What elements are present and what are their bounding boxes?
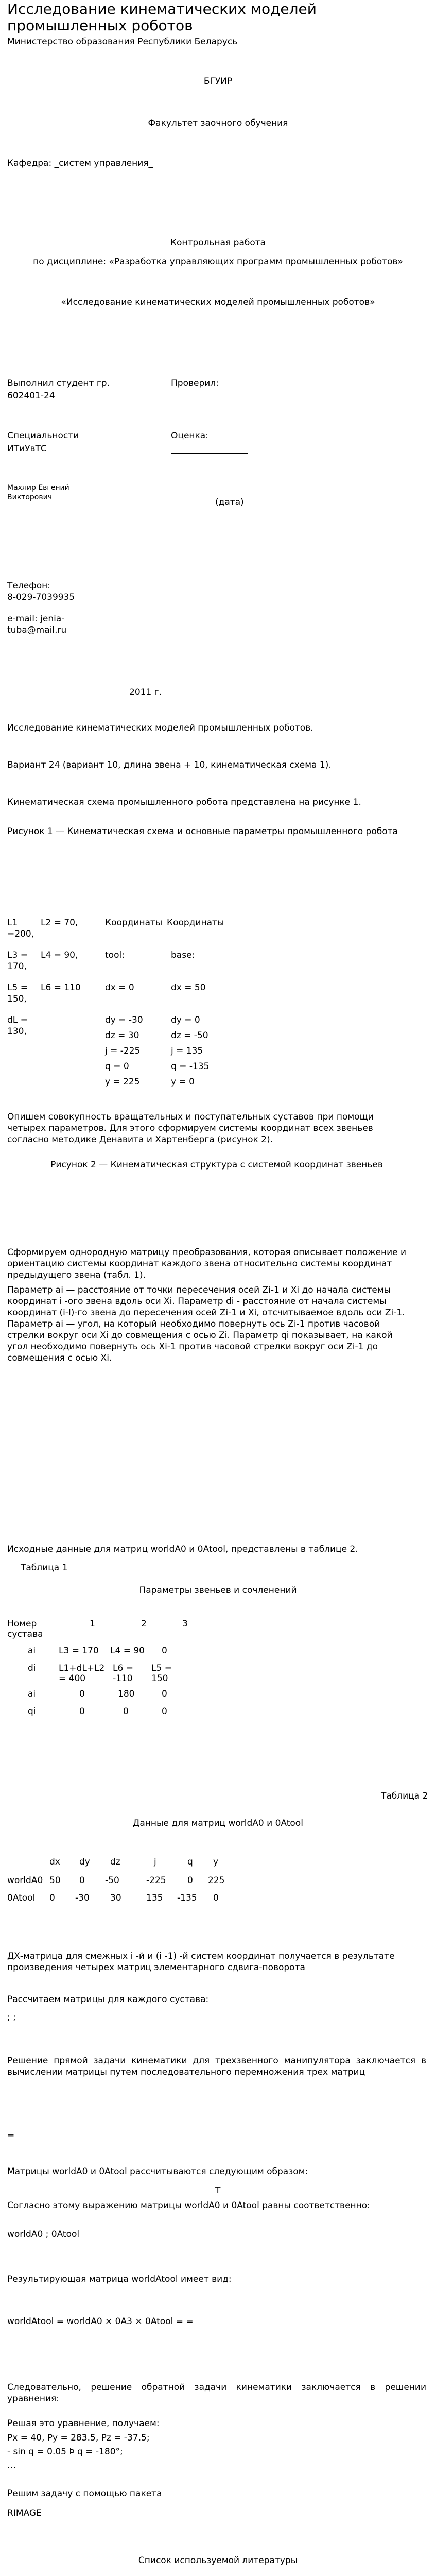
figure1-params bbox=[7, 917, 426, 1087]
describe-text: Опишем совокупность вращательных и поступательных суставов при помощи четырех параметров. Для этого сформируем системы координат всех звеньев согласно методике Денавита и Хартенберга (рисунок 2). bbox=[7, 1112, 374, 1145]
table2-cell: -225 bbox=[146, 1875, 166, 1886]
ministry-line: Министерство образования Республики Беларусь bbox=[7, 37, 238, 47]
solving-text: Решая это уравнение, получаем: bbox=[7, 2418, 160, 2429]
base-label: base: bbox=[171, 950, 195, 960]
eq-mark: = bbox=[7, 2131, 15, 2141]
table1-cell: ai bbox=[28, 1689, 36, 1699]
base-dz: dz = -50 bbox=[171, 1030, 208, 1041]
variant-text: Вариант 24 (вариант 10, длина звена + 10, кинематическая схема 1). bbox=[7, 760, 332, 770]
expr-line: worldA0 ; 0Atool bbox=[7, 2229, 80, 2240]
university-name: БГУИР bbox=[203, 76, 233, 87]
specialty-value: ИТиУвТС bbox=[7, 444, 47, 454]
table2-label: Таблица 2 bbox=[381, 1791, 428, 1801]
table1-cell: L5 = 150 bbox=[151, 1663, 172, 1684]
group-number: 602401-24 bbox=[7, 391, 55, 401]
table1-cell: 0 bbox=[162, 1646, 167, 1656]
grade-underline bbox=[171, 453, 248, 454]
table2-header-cell: dy bbox=[79, 1857, 90, 1867]
table2-cell: 30 bbox=[110, 1893, 121, 1903]
param-l4: L4 = 90, bbox=[41, 950, 78, 960]
solution-3: … bbox=[7, 2461, 16, 2471]
expression-text: Согласно этому выражению матрицы worldA0 и 0Atool равны соответственно: bbox=[7, 2200, 370, 2211]
params-text: Параметр ai — расстояние от точки пересечения осей Zi-1 и Xi до начала системы координат i -ого звена вдоль оси Xi. Параметр di - расстояние от начала системы координат (i-l)-го звена до пересечения осей Zi-1 и Xi, отсчитываемое вдоль оси Zi-1. Параметр ai — угол, на который необходимо повернуть ось Zi-1 против часовой стрелки вокруг оси Xi до совмещения с осью Zi. Параметр qi показывает, на какой угол необходимо повернуть ось Xi-1 против часовой стрелки вокруг оси Zi-1 до совмещения с осью Xi. bbox=[7, 1285, 405, 1363]
phone-line: Телефон: 8-029-7039935 bbox=[7, 581, 75, 602]
param-l6: L6 = 110 bbox=[41, 982, 81, 993]
solution-2: - sin q = 0.05 Þ q = -180°; bbox=[7, 2447, 123, 2457]
base-q: q = -135 bbox=[171, 1061, 210, 1072]
table2-cell: 225 bbox=[208, 1875, 225, 1886]
table2-cell: -50 bbox=[105, 1875, 119, 1886]
specialty-label: Специальности bbox=[7, 431, 79, 441]
table2-cell: 0Atool bbox=[7, 1893, 36, 1903]
dh-text: ДХ-матрица для смежных i -й и (i -1) -й систем координат получается в результате произведения четырех матриц элементарного сдвига-поворота bbox=[7, 1951, 395, 1973]
table1-cell: 0 bbox=[123, 1706, 129, 1717]
student-label: Выполнил студент гр. bbox=[7, 378, 110, 388]
table2-header-cell: y bbox=[213, 1857, 219, 1867]
matrix-text: Сформируем однородную матрицу преобразования, которая описывает положение и ориентацию системы координат каждого звена относительно системы координат предыдущего звена (табл. 1). bbox=[7, 1247, 407, 1280]
work-type: Контрольная работа bbox=[170, 238, 266, 248]
table1-cell: di bbox=[28, 1663, 36, 1673]
base-dy: dy = 0 bbox=[171, 1015, 200, 1025]
table2-cell: 50 bbox=[49, 1875, 61, 1886]
tool-dx: dx = 0 bbox=[105, 982, 134, 993]
table2-header-cell: dx bbox=[49, 1857, 60, 1867]
package-name: RIMAGE bbox=[7, 2508, 42, 2518]
student-name: Махлир Евгений Викторович bbox=[7, 484, 69, 501]
table1-cell: 0 bbox=[79, 1706, 85, 1717]
figure2-caption: Рисунок 2 — Кинематическая структура с системой координат звеньев bbox=[50, 1160, 383, 1170]
figure1-caption: Рисунок 1 — Кинематическая схема и основные параметры промышленного робота bbox=[7, 826, 398, 837]
package-text: Решим задачу с помощью пакета bbox=[7, 2488, 162, 2499]
table2-cell: 0 bbox=[187, 1875, 193, 1886]
table1-cell: 180 bbox=[118, 1689, 135, 1699]
tool-coords-header: Координаты bbox=[105, 918, 163, 928]
table1-header-cell: 2 bbox=[141, 1619, 147, 1629]
date-label: (дата) bbox=[215, 497, 244, 507]
document-title: Исследование кинематических моделей промышленных роботов bbox=[7, 1, 317, 34]
table1-header-cell: 3 bbox=[182, 1619, 188, 1629]
base-dx: dx = 50 bbox=[171, 982, 206, 993]
table1-header-row bbox=[7, 1619, 223, 1642]
table1-header-cell: 1 bbox=[90, 1619, 95, 1629]
inverse-text: Следовательно, решение обратной задачи кинематики заключается в решении уравнения: bbox=[7, 2382, 426, 2404]
table1-cell: 0 bbox=[79, 1689, 85, 1699]
tool-y: y = 225 bbox=[105, 1077, 140, 1087]
tool-j: j = -225 bbox=[105, 1046, 141, 1056]
table1-cell: L6 = -110 bbox=[113, 1663, 133, 1684]
table1-label: Таблица 1 bbox=[21, 1563, 68, 1573]
table1-cell: 0 bbox=[162, 1689, 167, 1699]
compute-text: Рассчитаем матрицы для каждого сустава: bbox=[7, 1994, 209, 2005]
result-matrix-text: Результирующая матрица worldAtool имеет вид: bbox=[7, 2274, 232, 2284]
email-line: e-mail: jenia- tuba@mail.ru bbox=[7, 614, 67, 635]
result-formula: worldAtool = worldA0 × 0A3 × 0Atool = = bbox=[7, 2316, 194, 2327]
table1-cell: qi bbox=[28, 1706, 36, 1717]
table1-cell: 0 bbox=[162, 1706, 167, 1717]
table2-cell: 135 bbox=[146, 1893, 163, 1903]
table1-title: Параметры звеньев и сочленений bbox=[139, 1585, 297, 1596]
tool-dz: dz = 30 bbox=[105, 1030, 139, 1041]
topic-line: «Исследование кинематических моделей промышленных роботов» bbox=[61, 297, 375, 308]
table2-cell: 0 bbox=[49, 1893, 55, 1903]
world-matrices-text: Матрицы worldA0 и 0Atool рассчитываются следующим образом: bbox=[7, 2166, 308, 2177]
table2-cell: -135 bbox=[177, 1893, 197, 1903]
refs-title: Список используемой литературы bbox=[138, 2555, 298, 2566]
base-y: y = 0 bbox=[171, 1077, 195, 1087]
discipline-line: по дисциплине: «Разработка управляющих программ промышленных роботов» bbox=[33, 257, 403, 267]
grade-label: Оценка: bbox=[171, 431, 208, 441]
table2-header-cell: q bbox=[187, 1857, 193, 1867]
table2-header-cell: dz bbox=[110, 1857, 120, 1867]
table2-header-cell: j bbox=[154, 1857, 156, 1867]
param-l1: L1 =200, bbox=[7, 918, 34, 939]
table1-header-cell: Номер сустава bbox=[7, 1619, 43, 1639]
direct-task-text: Решение прямой задачи кинематики для трехзвенного манипулятора заключается в вычислении матрицы путем последовательного перемножения трех матриц bbox=[7, 2056, 426, 2077]
source-data-text-content: Исходные данные для матриц worldA0 и 0Atool, представлены в таблице 2. bbox=[7, 1544, 358, 1554]
table2-cell: 0 bbox=[79, 1875, 85, 1886]
scheme-text: Кинематическая схема промышленного робота представлена на рисунке 1. bbox=[7, 797, 361, 807]
param-l5: L5 = 150, bbox=[7, 982, 28, 1004]
param-l2: L2 = 70, bbox=[41, 918, 78, 928]
t-mark: T bbox=[215, 2185, 221, 2196]
table2-cell: worldA0 bbox=[7, 1875, 43, 1886]
year-line: 2011 г. bbox=[129, 687, 162, 698]
tool-label: tool: bbox=[105, 950, 125, 960]
base-coords-header: Координаты bbox=[167, 918, 224, 928]
source-data-text bbox=[7, 1544, 426, 1555]
tool-dy: dy = -30 bbox=[105, 1015, 143, 1025]
intro-text: Исследование кинематических моделей промышленных роботов. bbox=[7, 723, 313, 733]
table1-cell: L1+dL+L2 = 400 bbox=[59, 1663, 105, 1684]
base-j: j = 135 bbox=[171, 1046, 203, 1056]
table2-title: Данные для матриц worldA0 и 0Atool bbox=[133, 1818, 303, 1828]
param-dl: dL = 130, bbox=[7, 1015, 28, 1037]
table2-cell: 0 bbox=[213, 1893, 219, 1903]
compute-marks: ; ; bbox=[7, 2012, 16, 2023]
table1-cell: ai bbox=[28, 1646, 36, 1656]
solution-1: Px = 40, Py = 283.5, Pz = -37.5; bbox=[7, 2433, 150, 2443]
table1-cell: L4 = 90 bbox=[110, 1646, 145, 1656]
tool-q: q = 0 bbox=[105, 1061, 129, 1072]
table2-cell: -30 bbox=[75, 1893, 90, 1903]
table1-cell: L3 = 170 bbox=[59, 1646, 99, 1656]
checked-label: Проверил: bbox=[171, 378, 219, 388]
faculty-name: Факультет заочного обучения bbox=[148, 118, 288, 128]
department-name: Кафедра: _систем управления_ bbox=[7, 158, 153, 168]
param-l3: L3 = 170, bbox=[7, 950, 28, 972]
